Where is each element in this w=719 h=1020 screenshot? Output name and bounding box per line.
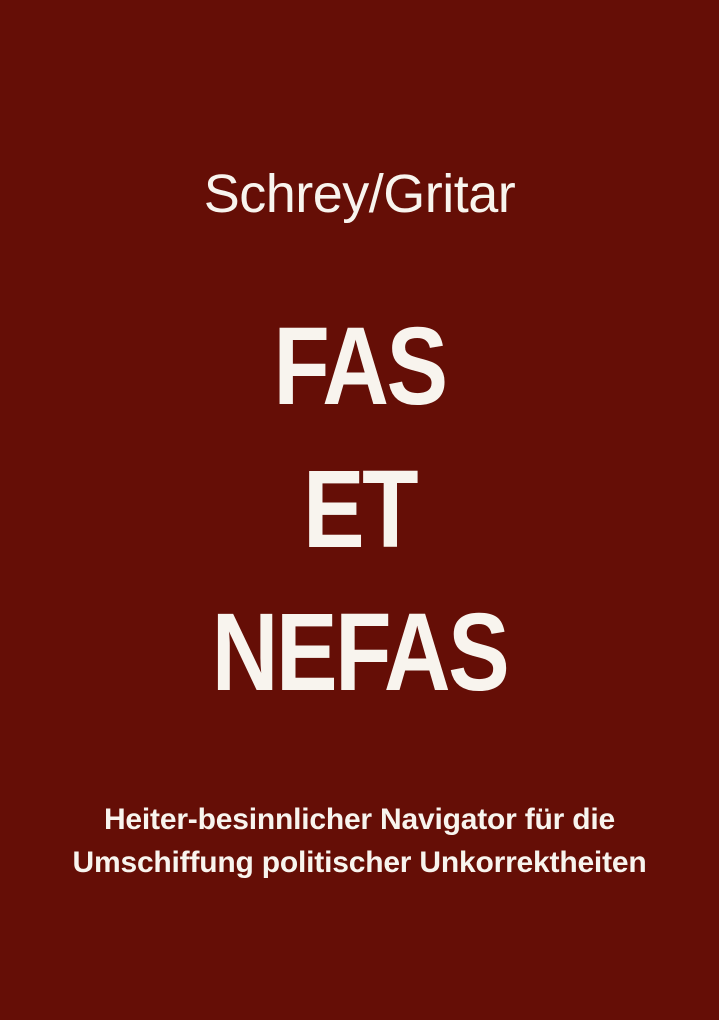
- title-line-fas: FAS: [273, 305, 446, 428]
- book-subtitle: [0, 798, 719, 884]
- subtitle-line-1: Heiter-besinnlicher Navigator für die: [103, 803, 616, 836]
- title-line-nefas: NEFAS: [211, 591, 508, 714]
- title-line-et: ET: [302, 448, 417, 571]
- author-name: Schrey/Gritar: [203, 164, 516, 224]
- book-title: [58, 295, 662, 724]
- subtitle-line-2: Umschiffung politischer Unkorrektheiten: [72, 846, 647, 879]
